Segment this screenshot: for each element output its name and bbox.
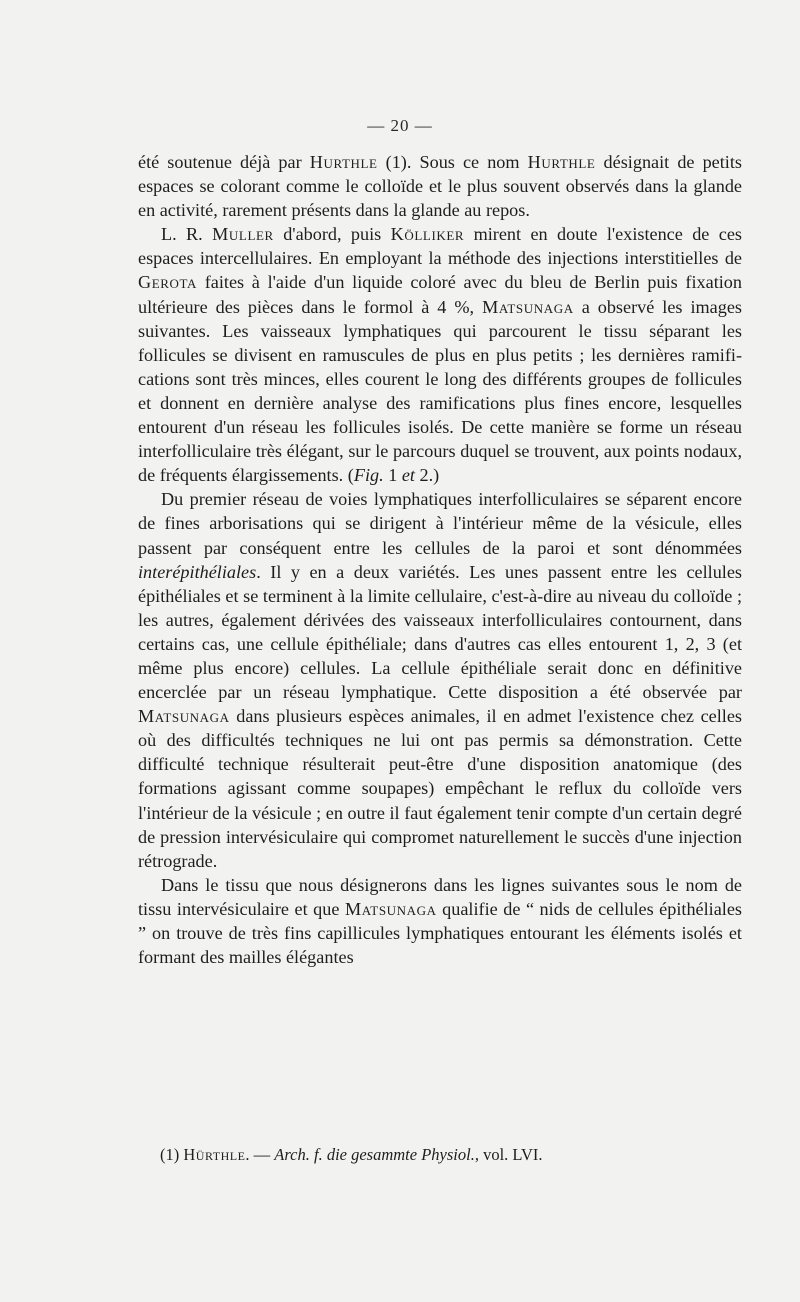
author-name: Hürthle: [183, 1145, 246, 1164]
author-name: Gerota: [138, 272, 198, 293]
text-run: (1): [160, 1145, 184, 1164]
body-text: [138, 150, 742, 969]
footnote: [160, 1144, 760, 1166]
text-run: , vol. LVI.: [474, 1145, 543, 1164]
author-name: Matsunaga: [138, 706, 230, 727]
author-name: Hurthle: [309, 152, 378, 172]
paragraph: [138, 150, 742, 222]
text-run: Du premier réseau de voies lymphatiques interfolliculaires se séparent encore de fines arborisations qui se dirigent à l'intérieur même de la vésicule, elles passent par conséquent entre les cellules de la paroi et sont dénommées: [138, 489, 742, 558]
paragraph: [138, 873, 742, 969]
text-run: 1: [383, 465, 402, 486]
text-run: 2.): [414, 465, 440, 486]
italic-text: interépithéliales: [138, 561, 257, 582]
text-run: faites à l'aide d'un liquide coloré avec du bleu de Berlin puis fixation ultérieure des pièces dans le formol à 4 %,: [138, 272, 742, 317]
text-run: dans plusieurs espèces animales, il en admet l'existence chez celles où des difficultés techniques ne lui ont pas permis sa démonstration. Cette difficulté technique résulterait peut-être d'une disposition anatomique (des formations agissant comme soupapes) empêchant le reflux du colloïde vers l'intérieur de la vésicule ; en outre il faut également tenir compte d'un certain degré de pression intervésiculaire qui compromet naturellement le succès d'une injection rétrograde.: [138, 706, 742, 871]
author-name: Matsunaga: [482, 296, 574, 317]
text-run: désignait de petits espaces se colorant comme le colloïde et le plus souvent observés dans la glande en activité, rarement présents dans la glande au repos.: [138, 152, 742, 221]
text-run: . Il y en a deux variétés. Les unes passent entre les cellules épithéliales et se terminent à la limite cellulaire, c'est-à-dire au niveau du colloïde ; les autres, également dérivées des vaisseaux interfolliculaires contournent, dans certains cas, une cellule épithéliale; dans d'autres cas elles entourent 1, 2, 3 (et même plus encore) cellules. La cellule épithéliale serait donc en définitive encerclée par un réseau lymphatique. Cette disposition a été observée par: [138, 561, 742, 703]
text-run: mirent en doute l'existence de ces espaces intercellulaires. En employant la méthode des injections interstitielles de: [138, 224, 742, 269]
author-name: Hurthle: [527, 152, 596, 172]
italic-text: Arch. f. die gesammte Physiol.: [274, 1145, 475, 1164]
paragraph: [138, 222, 742, 487]
text-run: Dans le tissu que nous désignerons dans les lignes suivantes sous le nom de tissu intervésiculaire et que: [138, 874, 742, 919]
text-run: été soutenue déjà par: [138, 152, 310, 172]
paragraph: [138, 487, 742, 873]
text-run: L. R.: [161, 224, 213, 245]
author-name: Muller: [212, 224, 274, 245]
italic-text: et: [401, 465, 415, 486]
text-run: qualifie de “ nids de cellules épithéliales ” on trouve de très fins capillicules lymphatiques entourant les éléments isolés et formant des mailles élégantes: [138, 898, 743, 968]
page-number: — 20 —: [367, 116, 433, 135]
italic-text: Fig.: [353, 465, 384, 486]
text-run: a observé les images suivantes. Les vaisseaux lymphatiques qui parcourent le tissu séparant les follicules se divisent en ramuscules de plus en plus petits ; les dernières ramifications sont très minces, elles courent le long des différents groupes de follicules et donnent en dernière analyse des ramifications plus fines encore, lesquelles entourent d'un réseau les follicules isolés. De cette manière se forme un réseau interfolliculaire très élégant, sur le parcours duquel se trouvent, aux points nodaux, de fréquents élargissements. (: [138, 296, 742, 486]
text-run: . —: [245, 1145, 275, 1164]
text-run: d'abord, puis: [273, 224, 391, 245]
text-run: (1). Sous ce nom: [377, 152, 528, 172]
author-name: Kölliker: [390, 224, 465, 245]
author-name: Matsunaga: [344, 898, 437, 919]
